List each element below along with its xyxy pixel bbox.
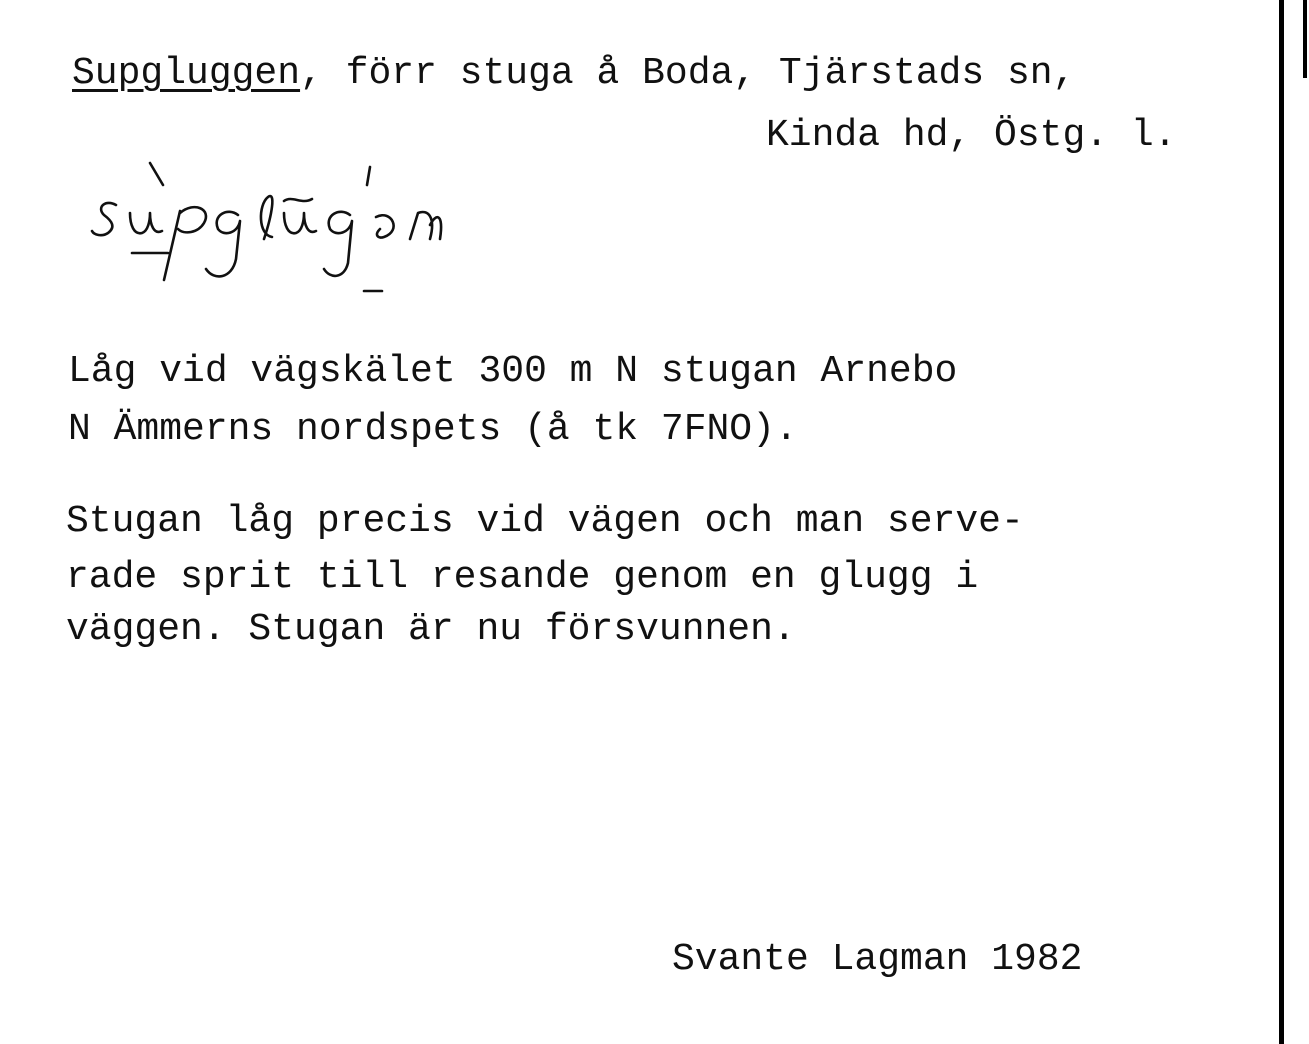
- description-line-3: väggen. Stugan är nu försvunnen.: [66, 608, 796, 651]
- card-heading-line-2: Kinda hd, Östg. l.: [766, 114, 1177, 157]
- location-line-2: N Ämmerns nordspets (å tk 7FNO).: [68, 408, 798, 451]
- location-line-1: Låg vid vägskälet 300 m N stugan Arnebo: [68, 350, 958, 393]
- card-heading-line-1: [72, 52, 1075, 96]
- description-line-1: Stugan låg precis vid vägen och man serve-: [66, 500, 1024, 543]
- headword: Supgluggen: [72, 52, 301, 95]
- card-edge-mark: [1303, 0, 1307, 78]
- heading-location: , förr stuga å Boda, Tjärstads sn,: [300, 52, 1076, 95]
- handwritten-pronunciation: [88, 155, 508, 305]
- signature: Svante Lagman 1982: [672, 938, 1083, 981]
- description-line-2: rade sprit till resande genom en glugg i: [66, 556, 979, 599]
- card-right-border: [1279, 0, 1284, 1044]
